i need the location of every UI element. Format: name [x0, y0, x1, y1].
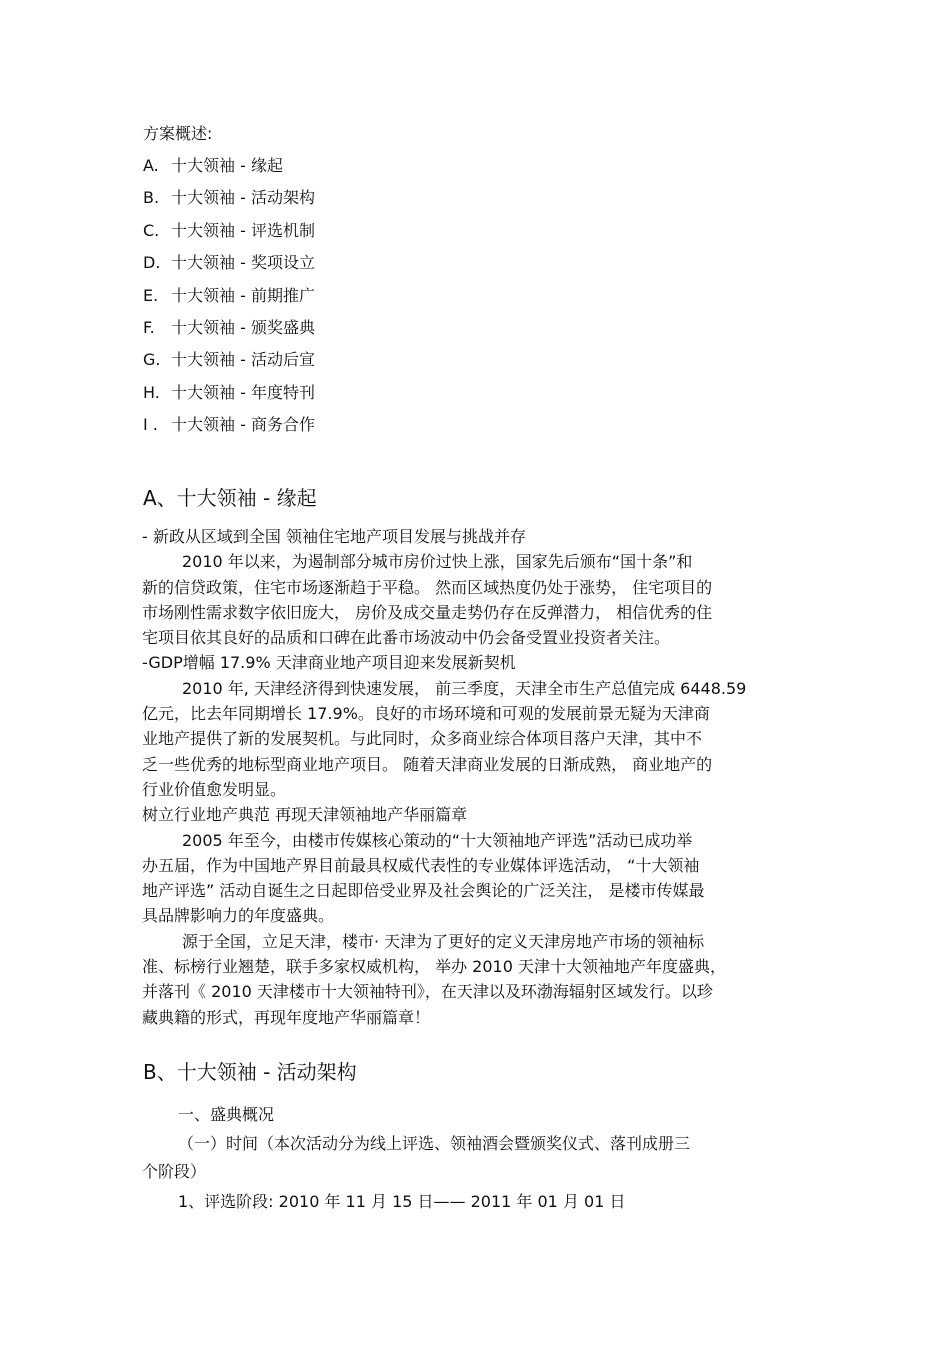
paragraph-line: 2010 年以来，为遏制部分城市房价过快上涨，国家先后颁布“国十条”和 [182, 552, 693, 572]
paragraph-line: 办五届，作为中国地产界目前最具权威代表性的专业媒体评选活动， “十大领袖 [142, 855, 700, 875]
subheading: -GDP增幅 17.9% 天津商业地产项目迎来发展新契机 [142, 653, 516, 673]
subheading: - 新政从区域到全国 领袖住宅地产项目发展与挑战并存 [142, 527, 526, 546]
paragraph-line: 乏一些优秀的地标型商业地产项目。 随着天津商业发展的日渐成熟， 商业地产的 [142, 754, 713, 774]
outline-text: 十大领袖 - 活动架构 [171, 188, 315, 208]
paragraph-line: 行业价值愈发明显。 [142, 779, 287, 799]
paragraph-line: 1、评选阶段: 2010 年 11 月 15 日—— 2011 年 01 月 01 日 [178, 1192, 626, 1211]
outline-item-b [143, 185, 783, 211]
paragraph-line: 地产评选” 活动自诞生之日起即倍受业界及社会舆论的广泛关注， 是楼市传媒最 [142, 881, 705, 901]
paragraph-line: 2010 年, 天津经济得到快速发展， 前三季度，天津全市生产总值完成 6448.59 [182, 678, 747, 698]
paragraph-line: 亿元，比去年同期增长 17.9%。良好的市场环境和可观的发展前景无疑为天津商 [142, 704, 710, 724]
outline-letter: B. [143, 188, 160, 208]
outline-text: 十大领袖 - 缘起 [171, 156, 283, 175]
paragraph-line: 源于全国，立足天津，楼市· 天津为了更好的定义天津房地产市场的领袖标 [182, 931, 705, 951]
paragraph-line: （一）时间（本次活动分为线上评选、领袖酒会暨颁奖仪式、落刊成册三 [178, 1134, 691, 1153]
paragraph-line: 2005 年至今，由楼市传媒核心策动的“十大领袖地产评选”活动已成功举 [182, 830, 693, 850]
outline-letter: H. [143, 382, 160, 402]
section-a-heading: A、十大领袖 - 缘起 [143, 486, 317, 510]
paragraph-line: 新的信贷政策，住宅市场逐渐趋于平稳。 然而区域热度仍处于涨势， 住宅项目的 [142, 577, 713, 597]
paragraph-line: 业地产提供了新的发展契机。与此同时，众多商业综合体项目落户天津，其中不 [142, 729, 703, 749]
paragraph-line: 个阶段） [142, 1162, 207, 1181]
section-b-body [142, 1099, 808, 1217]
outline-text: 十大领袖 - 前期推广 [171, 285, 315, 305]
subsection-title: 一、盛典概况 [178, 1105, 275, 1124]
outline-item-d [143, 250, 783, 276]
outline-letter: D. [143, 253, 161, 273]
outline-letter: C. [143, 220, 160, 240]
outline-item-f [143, 315, 783, 341]
outline-list [143, 121, 783, 445]
paragraph-line: 具品牌影响力的年度盛典。 [142, 906, 335, 926]
subheading: 树立行业地产典范 再现天津领袖地产华丽篇章 [142, 805, 468, 825]
outline-text: 十大领袖 - 评选机制 [171, 220, 315, 240]
outline-title: 方案概述: [143, 124, 213, 143]
outline-letter: I . [143, 415, 158, 435]
outline-text: 十大领袖 - 商务合作 [171, 415, 315, 435]
outline-item-i [143, 412, 783, 438]
outline-letter: E. [143, 285, 159, 305]
outline-item-e [143, 283, 783, 309]
paragraph-line: 准、标榜行业翘楚，联手多家权威机构， 举办 2010 天津十大领袖地产年度盛典， [142, 957, 726, 977]
outline-text: 十大领袖 - 奖项设立 [171, 253, 315, 273]
outline-item-c [143, 218, 783, 244]
paragraph-line: 并落刊《 2010 天津楼市十大领袖特刊》，在天津以及环渤海辐射区域发行。以珍 [142, 982, 713, 1002]
section-a-body [142, 524, 808, 1030]
section-b-heading: B、十大领袖 - 活动架构 [143, 1060, 357, 1084]
outline-letter: A. [143, 156, 159, 175]
outline-item-a [143, 153, 783, 179]
outline-letter: F. [143, 317, 155, 337]
outline-item-h [143, 380, 783, 406]
outline-text: 十大领袖 - 颁奖盛典 [171, 317, 315, 337]
paragraph-line: 市场刚性需求数字依旧庞大， 房价及成交量走势仍存在反弹潜力， 相信优秀的住 [142, 602, 713, 622]
paragraph-line: 宅项目依其良好的品质和口碑在此番市场波动中仍会备受置业投资者关注。 [142, 628, 671, 648]
outline-text: 十大领袖 - 年度特刊 [171, 382, 315, 402]
outline-item-g [143, 347, 783, 373]
paragraph-line: 藏典籍的形式，再现年度地产华丽篇章！ [142, 1007, 431, 1027]
outline-letter: G. [143, 350, 161, 370]
outline-text: 十大领袖 - 活动后宣 [171, 350, 315, 370]
